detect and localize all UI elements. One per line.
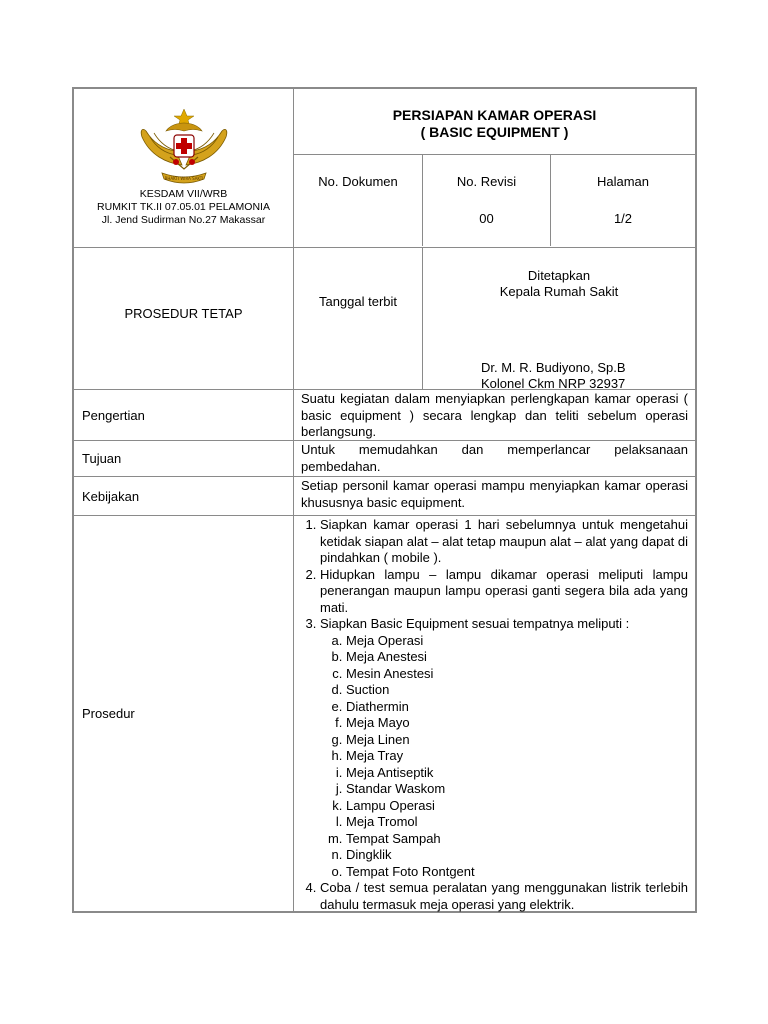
document-meta [294,155,695,246]
header-right [294,89,695,247]
step-4: 4. Coba / test semua peralatan yang menggunakan listrik terlebih dahulu termasuk meja operasi yang elektrik. [320,880,688,913]
kebijakan-text: Setiap personil kamar operasi mampu menyiapkan kamar operasi khususnya basic equipment. [301,478,688,510]
tujuan-row [74,441,695,477]
org-line-2: RUMKIT TK.II 07.05.01 PELAMONIA [97,201,270,213]
list-item: g. Meja Linen [346,732,688,749]
document-header [74,89,695,248]
halaman-cell [551,155,695,246]
list-item: l. Meja Tromol [346,814,688,831]
signer-block [423,360,695,392]
step-1: 1. Siapkan kamar operasi 1 hari sebelumnya untuk mengetahui ketidak siapan alat – alat tetap maupun alat – alat yang dapat di pindahkan ( mobile ). [320,517,688,567]
tujuan-label: Tujuan [74,441,294,476]
list-item: c. Mesin Anestesi [346,666,688,683]
organization-block [74,188,293,227]
step-3 [320,616,688,880]
list-item: m. Tempat Sampah [346,831,688,848]
title-line-1: PERSIAPAN KAMAR OPERASI [392,107,597,123]
step-3-text: Siapkan Basic Equipment sesuai tempatnya meliputi : [320,616,630,631]
list-item: o. Tempat Foto Rontgent [346,864,688,881]
svg-text:BHAKTI WIRA SAKTI: BHAKTI WIRA SAKTI [164,176,204,181]
approval-heading [423,268,695,300]
pengertian-label: Pengertian [74,390,294,440]
halaman-value: 1/2 [613,211,633,226]
kesdam-emblem-icon [136,107,232,189]
kepala-text: Kepala Rumah Sakit [499,284,619,299]
no-revisi-cell [423,155,551,246]
protap-label: PROSEDUR TETAP [74,248,294,389]
prosedur-steps [294,517,688,913]
logo-cell [74,89,294,247]
protap-row [74,248,695,390]
list-item: h. Meja Tray [346,748,688,765]
list-item: e. Diathermin [346,699,688,716]
list-item: i. Meja Antiseptik [346,765,688,782]
no-dokumen-label: No. Dokumen [318,174,398,189]
prosedur-label: Prosedur [74,516,294,911]
signer-name: Dr. M. R. Budiyono, Sp.B [481,360,626,375]
list-item: a. Meja Operasi [346,633,688,650]
org-line-1: KESDAM VII/WRB [139,188,228,200]
list-item: k. Lampu Operasi [346,798,688,815]
approval-cell [423,248,695,389]
list-item: b. Meja Anestesi [346,649,688,666]
pengertian-text: Suatu kegiatan dalam menyiapkan perlengkapan kamar operasi ( basic equipment ) secara lengkap dan teliti sebelum operasi berlangsung. [301,391,688,439]
tanggal-terbit-label: Tanggal terbit [294,248,423,389]
no-dokumen-cell [294,155,423,246]
kebijakan-row [74,477,695,516]
halaman-label: Halaman [596,174,650,189]
list-item: d. Suction [346,682,688,699]
list-item: j. Standar Waskom [346,781,688,798]
document-title [294,89,695,155]
prosedur-content [294,516,695,911]
signer-rank: Kolonel Ckm NRP 32937 [481,376,626,391]
list-item: n. Dingklik [346,847,688,864]
no-revisi-value: 00 [479,211,494,226]
no-revisi-label: No. Revisi [456,174,517,189]
step-2: 2. Hidupkan lampu – lampu dikamar operasi meliputi lampu penerangan maupun lampu operasi ganti segera bila ada yang mati. [320,567,688,617]
tujuan-text: Untuk memudahkan dan memperlancar pelaksanaan pembedahan. [301,442,688,474]
prosedur-row [74,516,695,911]
pengertian-row [74,390,695,441]
kebijakan-label: Kebijakan [74,477,294,515]
list-item: f. Meja Mayo [346,715,688,732]
title-line-2: ( BASIC EQUIPMENT ) [420,124,569,140]
ditetapkan-text: Ditetapkan [527,268,591,283]
equipment-list [320,633,688,881]
org-line-3: Jl. Jend Sudirman No.27 Makassar [101,214,266,226]
sop-document [72,87,697,913]
